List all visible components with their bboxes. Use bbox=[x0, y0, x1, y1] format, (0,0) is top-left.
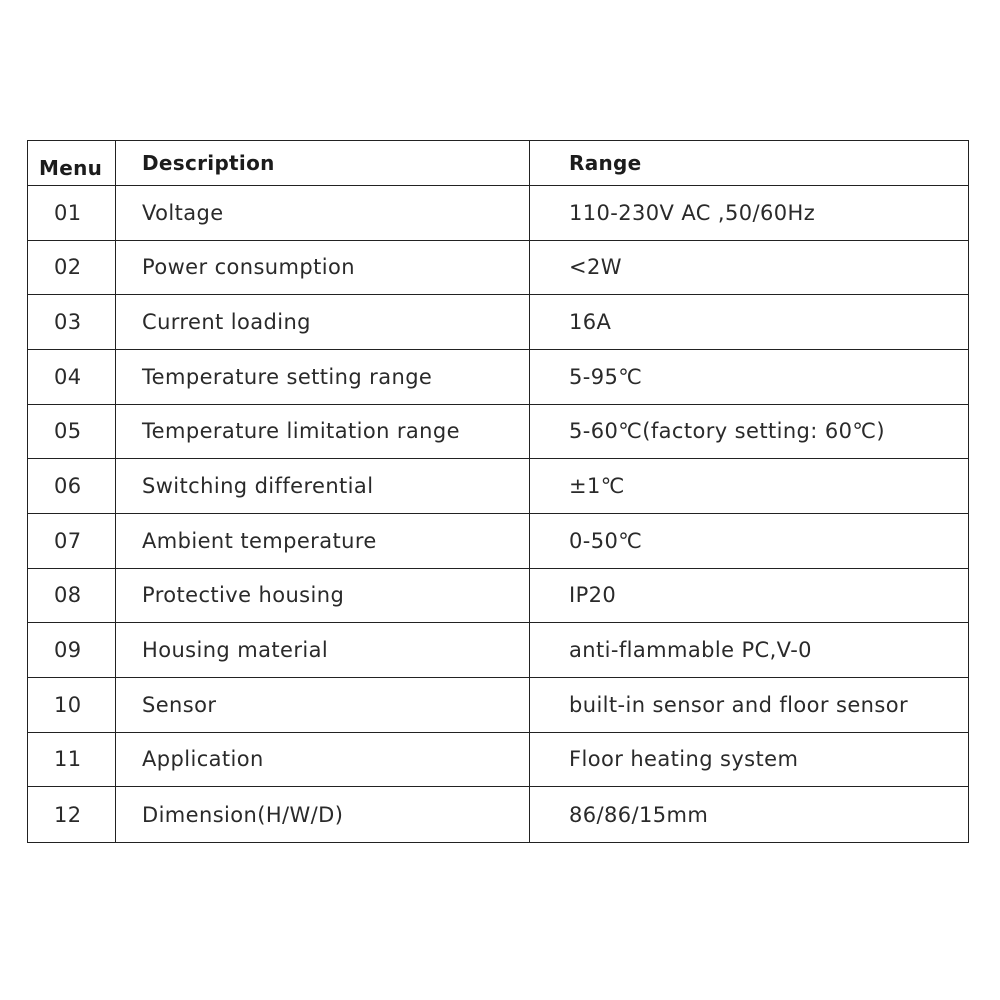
row-range: 5-60℃(factory setting: 60℃) bbox=[530, 405, 968, 460]
row-menu: 07 bbox=[28, 514, 116, 569]
spec-table bbox=[27, 140, 969, 843]
row-description: Application bbox=[116, 733, 530, 788]
row-menu: 08 bbox=[28, 569, 116, 624]
row-description: Current loading bbox=[116, 295, 530, 350]
row-range: 86/86/15mm bbox=[569, 802, 709, 827]
row-description: Temperature setting range bbox=[116, 350, 530, 405]
row-range: IP20 bbox=[530, 569, 968, 624]
row-menu: 04 bbox=[28, 350, 116, 405]
row-description: Ambient temperature bbox=[116, 514, 530, 569]
row-range: 0-50℃ bbox=[530, 514, 968, 569]
row-menu: 10 bbox=[28, 678, 116, 733]
row-menu: 02 bbox=[28, 241, 116, 296]
row-description: Temperature limitation range bbox=[116, 405, 530, 460]
header-description: Description bbox=[116, 141, 530, 186]
row-description: Dimension(H/W/D) bbox=[116, 787, 530, 842]
row-range: 5-95℃ bbox=[530, 350, 968, 405]
row-description: Switching differential bbox=[116, 459, 530, 514]
row-menu: 06 bbox=[28, 459, 116, 514]
row-menu: 03 bbox=[28, 295, 116, 350]
row-menu: 09 bbox=[28, 623, 116, 678]
row-description: Power consumption bbox=[116, 241, 530, 296]
row-description: Sensor bbox=[116, 678, 530, 733]
row-range: Floor heating system bbox=[530, 733, 968, 788]
row-range: 110-230V AC ,50/60Hz bbox=[530, 186, 968, 241]
row-range: ±1℃ bbox=[530, 459, 968, 514]
header-range: Range bbox=[530, 141, 968, 186]
row-menu: 12 bbox=[28, 787, 116, 842]
row-description: Voltage bbox=[116, 186, 530, 241]
header-menu: Menu bbox=[28, 141, 116, 186]
row-menu: 05 bbox=[28, 405, 116, 460]
row-range: built-in sensor and floor sensor bbox=[530, 678, 968, 733]
row-range: anti-flammable PC,V-0 bbox=[530, 623, 968, 678]
row-description: Housing material bbox=[116, 623, 530, 678]
row-range: 16A bbox=[530, 295, 968, 350]
row-range: <2W bbox=[530, 241, 968, 296]
row-menu: 11 bbox=[28, 733, 116, 788]
row-description: Protective housing bbox=[116, 569, 530, 624]
row-menu: 01 bbox=[28, 186, 116, 241]
